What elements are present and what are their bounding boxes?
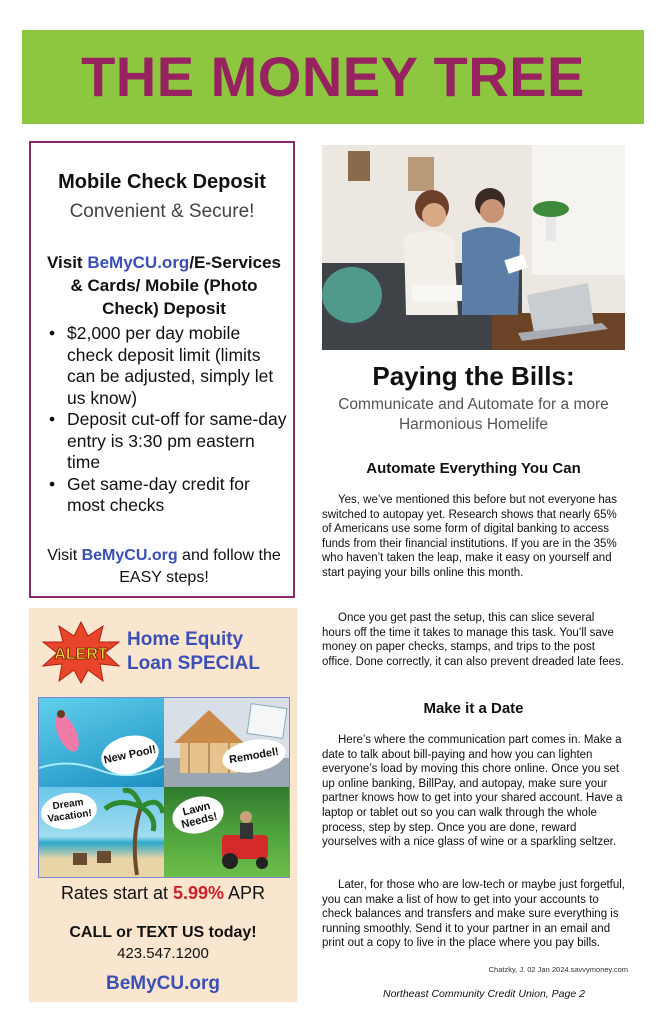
list-item	[45, 323, 290, 409]
list-item	[45, 409, 290, 474]
lawn-needs-bubble: Lawn Needs!	[168, 791, 227, 839]
page-footer: Northeast Community Credit Union, Page 2	[383, 988, 585, 1000]
paragraph-1: Yes, we’ve mentioned this before but not everyone has switched to autopay yet. Research shows that nearly 65% of Americans use some form of digital banking to access funds from their financial institutions. If you are in the 35% who haven’t taken the leap, make it easy on yourself and start paying your bills online this month.	[322, 494, 617, 579]
bemycu-link[interactable]: BeMyCU.org	[87, 253, 190, 272]
paragraph-4: Later, for those who are low-tech or maybe just forgetful, you can make a list of how to get into your accounts to check balances and transfers and make sure everything is running smoothly. Send it to your partner in an email and print out a copy to live in the place where you pay bills.	[322, 879, 626, 950]
bullet-text: Get same-day credit for most checks	[67, 473, 250, 515]
new-pool-bubble: New Pool!	[98, 730, 163, 779]
equity-title-line2: Loan SPECIAL	[127, 653, 261, 674]
alert-burst-icon	[41, 620, 121, 684]
remodel-photo	[164, 698, 289, 787]
footer-prefix: Visit	[47, 547, 82, 564]
rate-value: 5.99%	[172, 883, 225, 903]
bullet-icon: •	[49, 409, 56, 429]
deposit-footer	[39, 545, 289, 589]
equity-title-line1: Home Equity	[127, 629, 244, 650]
equity-title	[127, 628, 292, 676]
bullet-icon: •	[49, 473, 56, 494]
article-title: Paying the Bills:	[372, 361, 575, 391]
rates-suffix: APR	[224, 883, 266, 903]
deposit-bullet-list	[45, 323, 290, 517]
citation: Chatzky, J. 02 Jan 2024.savvymoney.com	[488, 965, 628, 974]
newsletter-title: THE MONEY TREE	[81, 45, 585, 108]
lawn-photo	[164, 787, 289, 877]
dream-vacation-bubble: Dream Vacation!	[39, 789, 99, 832]
website-link[interactable]: BeMyCU.org	[105, 973, 220, 994]
footer-rest: and follow the EASY steps!	[119, 547, 281, 586]
mobile-deposit-box	[29, 141, 295, 598]
couple-illustration	[322, 145, 625, 350]
bullet-icon: •	[49, 323, 56, 343]
phone-number[interactable]: 423.547.1200	[117, 945, 209, 962]
article-subtitle: Communicate and Automate for a more Harmonious Homelife	[338, 396, 609, 433]
home-equity-ad	[29, 608, 297, 1002]
remodel-bubble: Remodel!	[220, 735, 289, 778]
list-item	[45, 474, 290, 517]
rates-line	[29, 883, 297, 904]
call-to-action: CALL or TEXT US today!	[69, 924, 257, 941]
deposit-visit-instructions	[41, 251, 287, 320]
rates-prefix: Rates start at	[60, 883, 173, 903]
vacation-photo	[39, 787, 164, 877]
bemycu-link[interactable]: BeMyCU.org	[81, 547, 178, 564]
bullet-text: $2,000 per day mobile check deposit limit (limits can be adjusted, simply let us know)	[67, 323, 274, 408]
deposit-title: Mobile Check Deposit	[58, 171, 266, 193]
section-heading-automate: Automate Everything You Can	[366, 460, 581, 477]
paragraph-2: Once you get past the setup, this can slice several hours off the time it takes to manage this task. You’ll save money on paper checks, stamps, and trips to the post office. Done correctly, it can also prevent dreaded late fees.	[322, 612, 624, 668]
paragraph-3: Here’s where the communication part comes in. Make a date to talk about bill-paying and how you can lighten everyone’s load by moving this chore online. Once you set up online banking, BillPay, and autopay, make sure your partner knows how to get into your shared account. Have a laptop or tablet out so you can walk through the whole process, step by step. Once you are done, reward yourselves with a nice glass of wine or a sparkling seltzer.	[322, 734, 623, 849]
couple-paying-bills-photo	[322, 145, 625, 350]
visit-prefix: Visit	[46, 253, 88, 272]
alert-label: ALERT	[54, 646, 108, 663]
masthead-banner	[22, 30, 644, 124]
deposit-subtitle: Convenient & Secure!	[69, 201, 255, 222]
visit-path: /E-Services & Cards/ Mobile (Photo Check) Deposit	[70, 253, 282, 318]
bullet-text: Deposit cut-off for same-day entry is 3:30 pm eastern time	[67, 409, 287, 472]
project-photo-collage	[38, 697, 290, 878]
pool-photo	[39, 698, 164, 787]
section-heading-date: Make it a Date	[423, 700, 524, 717]
